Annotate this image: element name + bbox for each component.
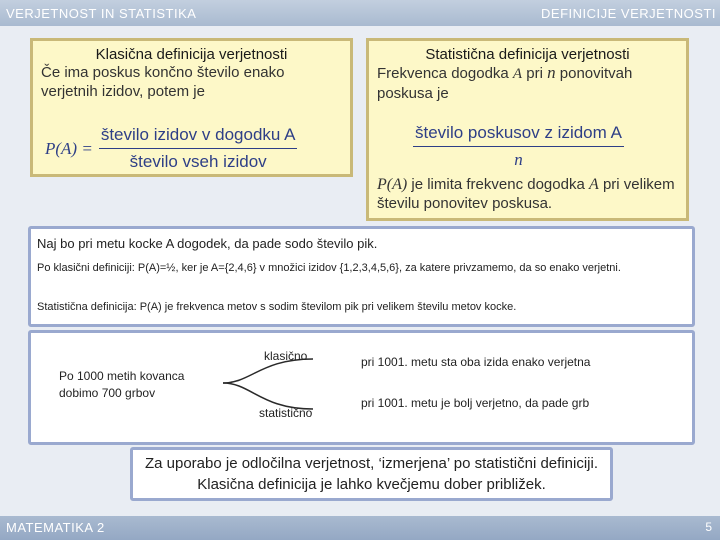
statistical-text-prefix: Frekvenca dogodka: [377, 65, 509, 82]
statistical-definition-box: [366, 38, 689, 221]
header-slide-title: DEFINICIJE VERJETNOSTI: [541, 6, 716, 21]
statistical-text-suffix: ponovitvah poskusa je: [377, 65, 633, 102]
statistical-text-mid: pri: [526, 65, 543, 82]
example-classical-line: Po klasični definiciji: P(A)=½, ker je A={2,4,6} v množici izidov {1,2,3,4,5,6}, za katere privzamemo, da so enako verjetni.: [37, 262, 621, 274]
classical-formula-numerator: število izidov v dogodku A: [99, 125, 298, 149]
statistical-formula: [407, 123, 624, 170]
statistical-conclusion-b: pri velikem številu ponovitev poskusa.: [377, 176, 675, 212]
statistical-definition-title: Statistična definicija verjetnosti: [425, 46, 630, 63]
classical-formula: [45, 125, 297, 172]
classical-formula-fraction: [99, 125, 298, 172]
branch-label-statistical: statistično: [259, 406, 313, 420]
classical-definition-title: Klasična definicija verjetnosti: [95, 46, 288, 63]
classical-definition-box: [30, 38, 353, 177]
branch-label-classical: klasično: [264, 349, 308, 363]
example-intro: Naj bo pri metu kocke A dogodek, da pade sodo število pik.: [37, 236, 378, 251]
footer-bar: [0, 516, 720, 540]
statistical-conclusion-a: je limita frekvenc dogodka: [411, 176, 585, 193]
coin-example-source: Po 1000 metih kovanca dobimo 700 grbov: [59, 369, 185, 400]
statistical-formula-numerator: število poskusov z izidom A: [413, 123, 624, 147]
statistical-formula-denominator: n: [514, 150, 523, 169]
statistical-definition-text: [369, 63, 686, 103]
statistical-formula-fraction: [413, 123, 624, 170]
result-classical: pri 1001. metu sta oba izida enako verjetna: [361, 355, 591, 369]
slide-number: 5: [705, 520, 712, 534]
header-section-title: VERJETNOST IN STATISTIKA: [6, 6, 197, 21]
example-statistical-line: Statistična definicija: P(A) je frekvenca metov s sodim številom pik pri velikem številu metov kocke.: [37, 301, 517, 313]
classical-formula-lhs: P(A) =: [45, 138, 93, 158]
statistical-var-a: A: [512, 66, 523, 82]
conclusion-note: Za uporabo je odločilna verjetnost, ‘izmerjena’ po statistični definiciji. Klasična definicija je lahko kvečjemu dober približek.: [130, 447, 613, 501]
footer-course-title: MATEMATIKA 2: [6, 520, 105, 535]
classical-formula-denominator: število vseh izidov: [129, 152, 267, 171]
result-statistical: pri 1001. metu je bolj verjetno, da pade grb: [361, 396, 590, 410]
statistical-conclusion-var: P(A): [377, 176, 408, 193]
header-bar: [0, 0, 720, 26]
coin-example-diagram: [28, 330, 695, 445]
statistical-conclusion-var2: A: [588, 176, 599, 193]
example-box: [28, 226, 695, 327]
classical-definition-text: Če ima poskus končno število enako verjetnih izidov, potem je: [41, 64, 285, 100]
statistical-conclusion: [369, 175, 685, 213]
statistical-var-n: n: [547, 63, 556, 82]
